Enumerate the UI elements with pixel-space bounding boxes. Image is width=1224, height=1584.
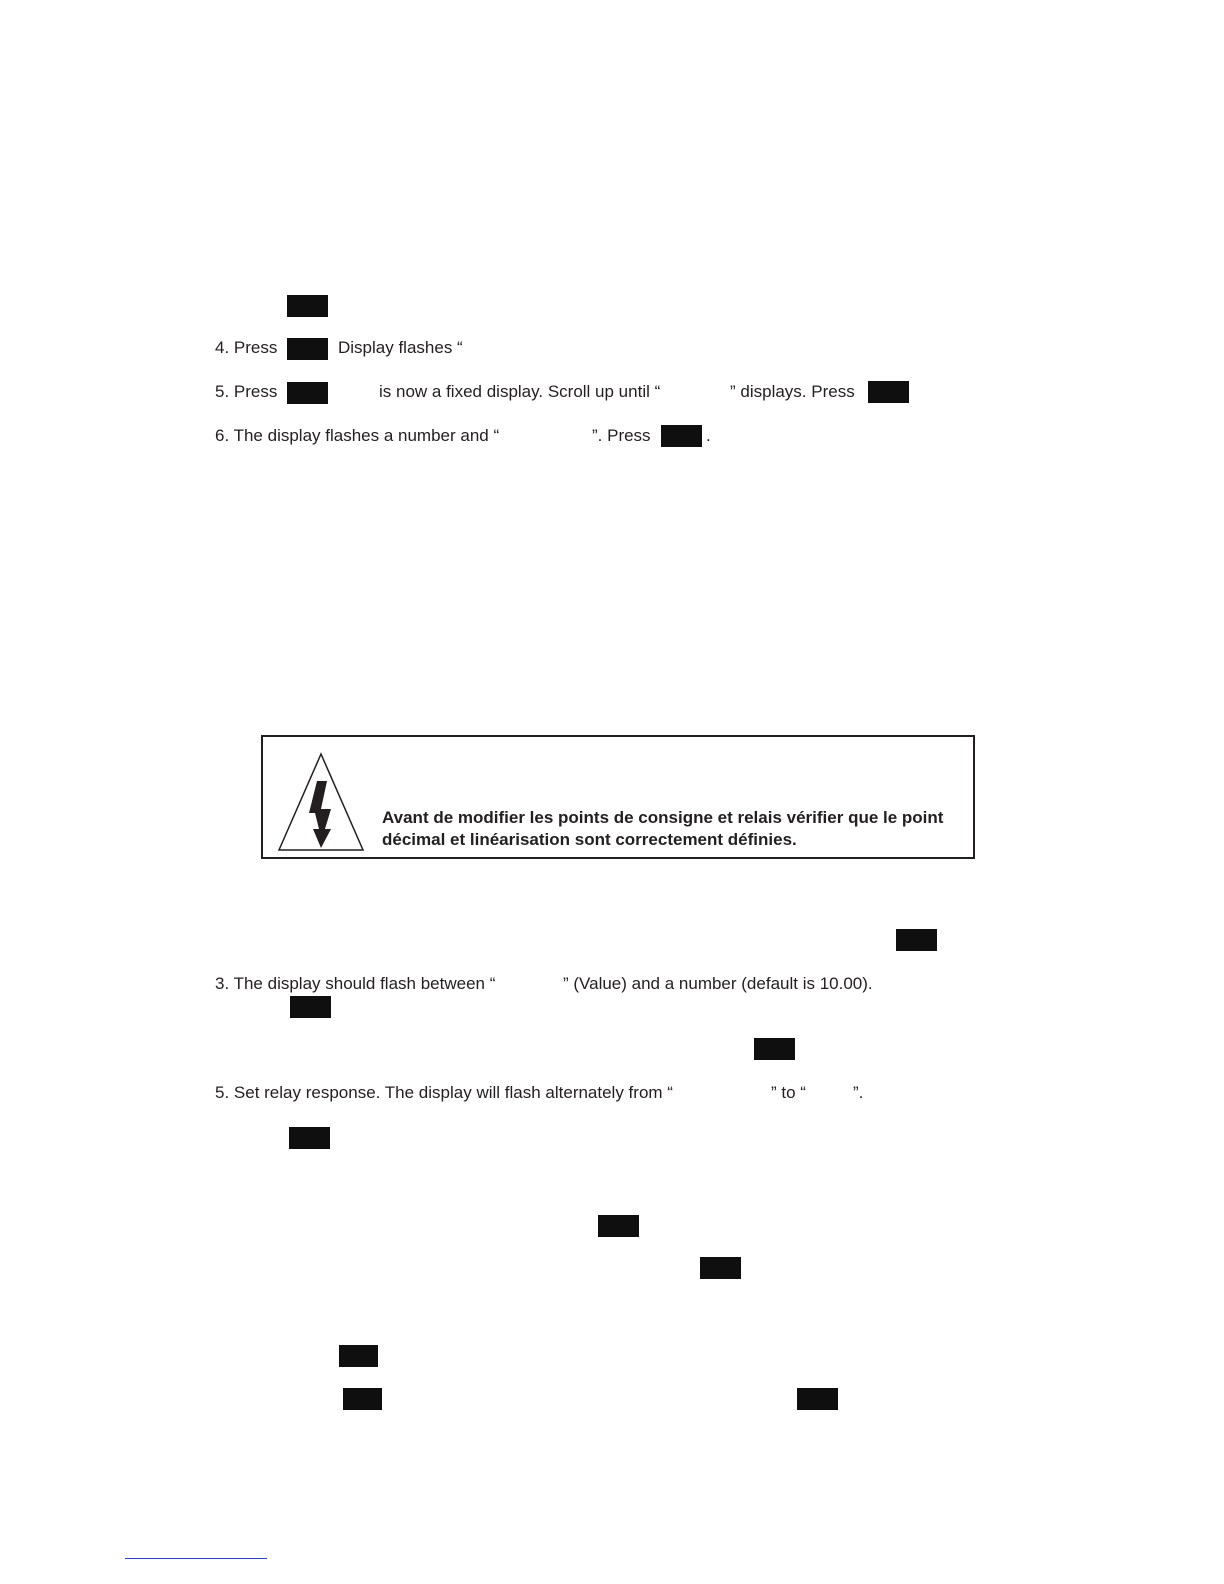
step-b5-prefix: 5. Set relay response. The display will flash alternately from “ — [215, 1083, 673, 1102]
step-5-prefix: 5. Press — [215, 382, 278, 401]
key-button — [754, 1038, 795, 1060]
step-4-prefix: 4. Press — [215, 338, 278, 357]
step-6-suffix: . — [706, 426, 711, 445]
step-b3-prefix: 3. The display should flash between “ — [215, 974, 496, 993]
step-5-middle: is now a fixed display. Scroll up until “ — [379, 382, 661, 401]
step-b5-middle: ” to “ — [771, 1083, 806, 1102]
key-button — [290, 996, 331, 1018]
step-6-middle: ”. Press — [592, 426, 651, 445]
key-button — [287, 338, 328, 360]
key-button — [700, 1257, 741, 1279]
key-button — [289, 1127, 330, 1149]
warning-box — [261, 735, 975, 859]
warning-text: Avant de modifier les points de consigne et relais vérifier que le point décimal et linéarisation sont correctement définies. — [382, 808, 944, 849]
key-button — [287, 382, 328, 404]
step-4-suffix: Display flashes “ — [338, 338, 463, 357]
key-button — [598, 1215, 639, 1237]
key-button — [661, 425, 702, 447]
step-6-prefix: 6. The display flashes a number and “ — [215, 426, 500, 445]
step-b3-suffix: ” (Value) and a number (default is 10.00). — [563, 974, 873, 993]
step-b5-suffix: ”. — [853, 1083, 864, 1102]
key-button — [343, 1388, 382, 1410]
key-button — [896, 929, 937, 951]
key-button — [339, 1345, 378, 1367]
electrical-hazard-icon — [275, 751, 367, 858]
link-underline[interactable] — [125, 1558, 267, 1559]
step-5-suffix: ” displays. Press — [730, 382, 855, 401]
key-button — [868, 381, 909, 403]
key-button — [797, 1388, 838, 1410]
key-button — [287, 295, 328, 317]
